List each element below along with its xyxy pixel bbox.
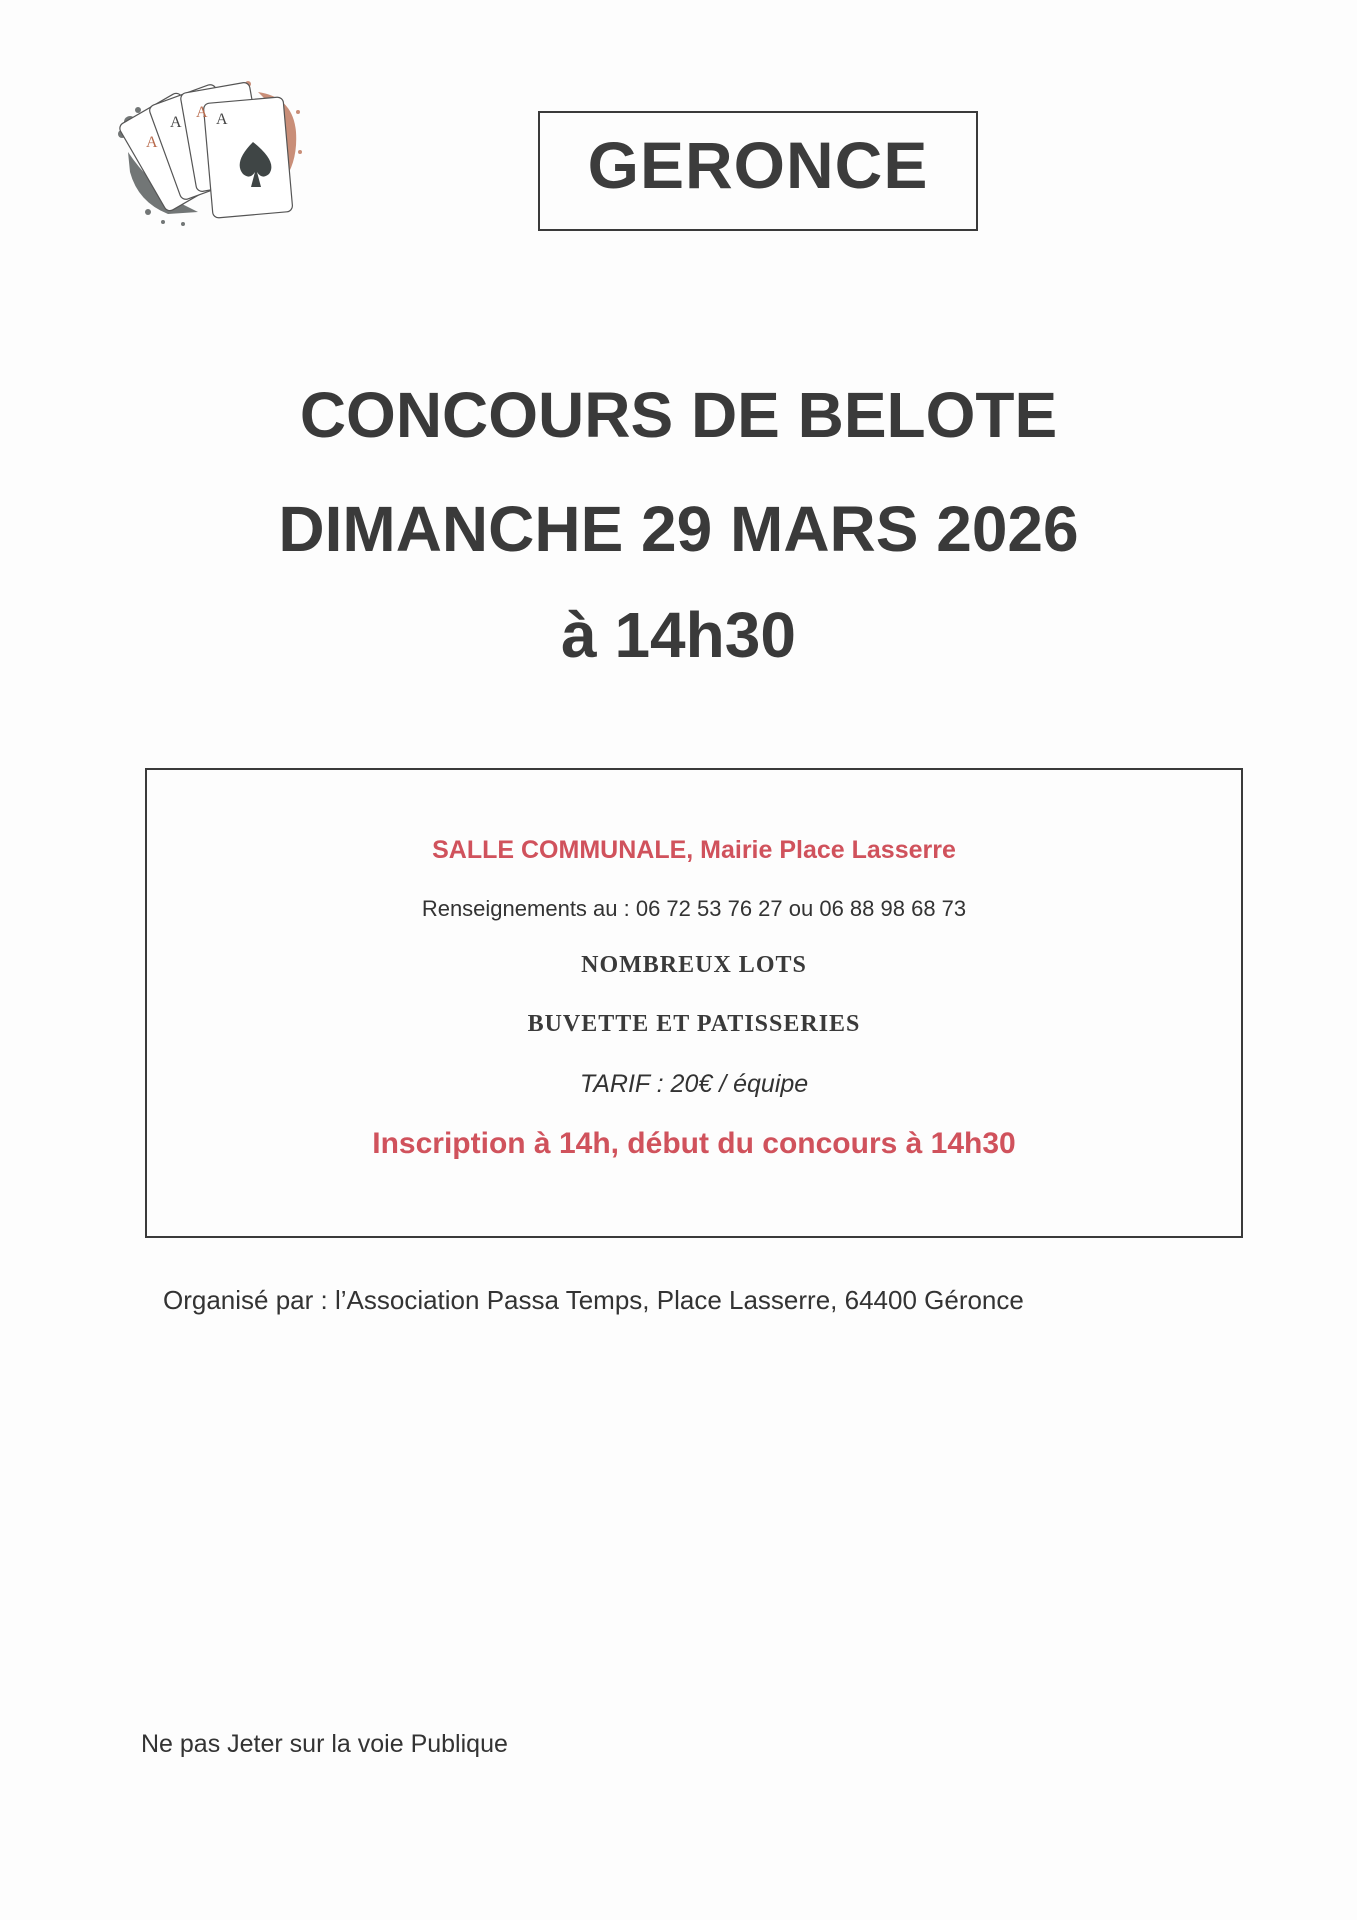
svg-text:A: A (216, 111, 228, 128)
prizes-text: NOMBREUX LOTS (581, 952, 807, 978)
event-date: DIMANCHE 29 MARS 2026 (278, 493, 1079, 565)
svg-text:A: A (170, 114, 182, 131)
contact-phone-text: Renseignements au : 06 72 53 76 27 ou 06 88 98 68 73 (421, 896, 967, 921)
town-name-box (538, 111, 978, 231)
town-name: GERONCE (587, 128, 929, 202)
playing-cards-logo (108, 62, 318, 237)
event-title: CONCOURS DE BELOTE (299, 379, 1058, 451)
schedule-text: Inscription à 14h, début du concours à 14h30 (372, 1127, 1016, 1160)
svg-text:A: A (146, 134, 158, 151)
playing-cards-aces-icon (108, 62, 318, 237)
refreshments-text: BUVETTE ET PATISSERIES (527, 1011, 861, 1037)
disposal-notice: Ne pas Jeter sur la voie Publique (141, 1730, 508, 1758)
venue-text: SALLE COMMUNALE, Mairie Place Lasserre (432, 836, 956, 864)
price-text: TARIF : 20€ / équipe (579, 1070, 809, 1098)
organizer-text: Organisé par : l’Association Passa Temps, Place Lasserre, 64400 Géronce (163, 1285, 1024, 1315)
svg-text:A: A (196, 104, 208, 121)
event-info-box (145, 768, 1243, 1238)
event-time: à 14h30 (561, 599, 796, 671)
